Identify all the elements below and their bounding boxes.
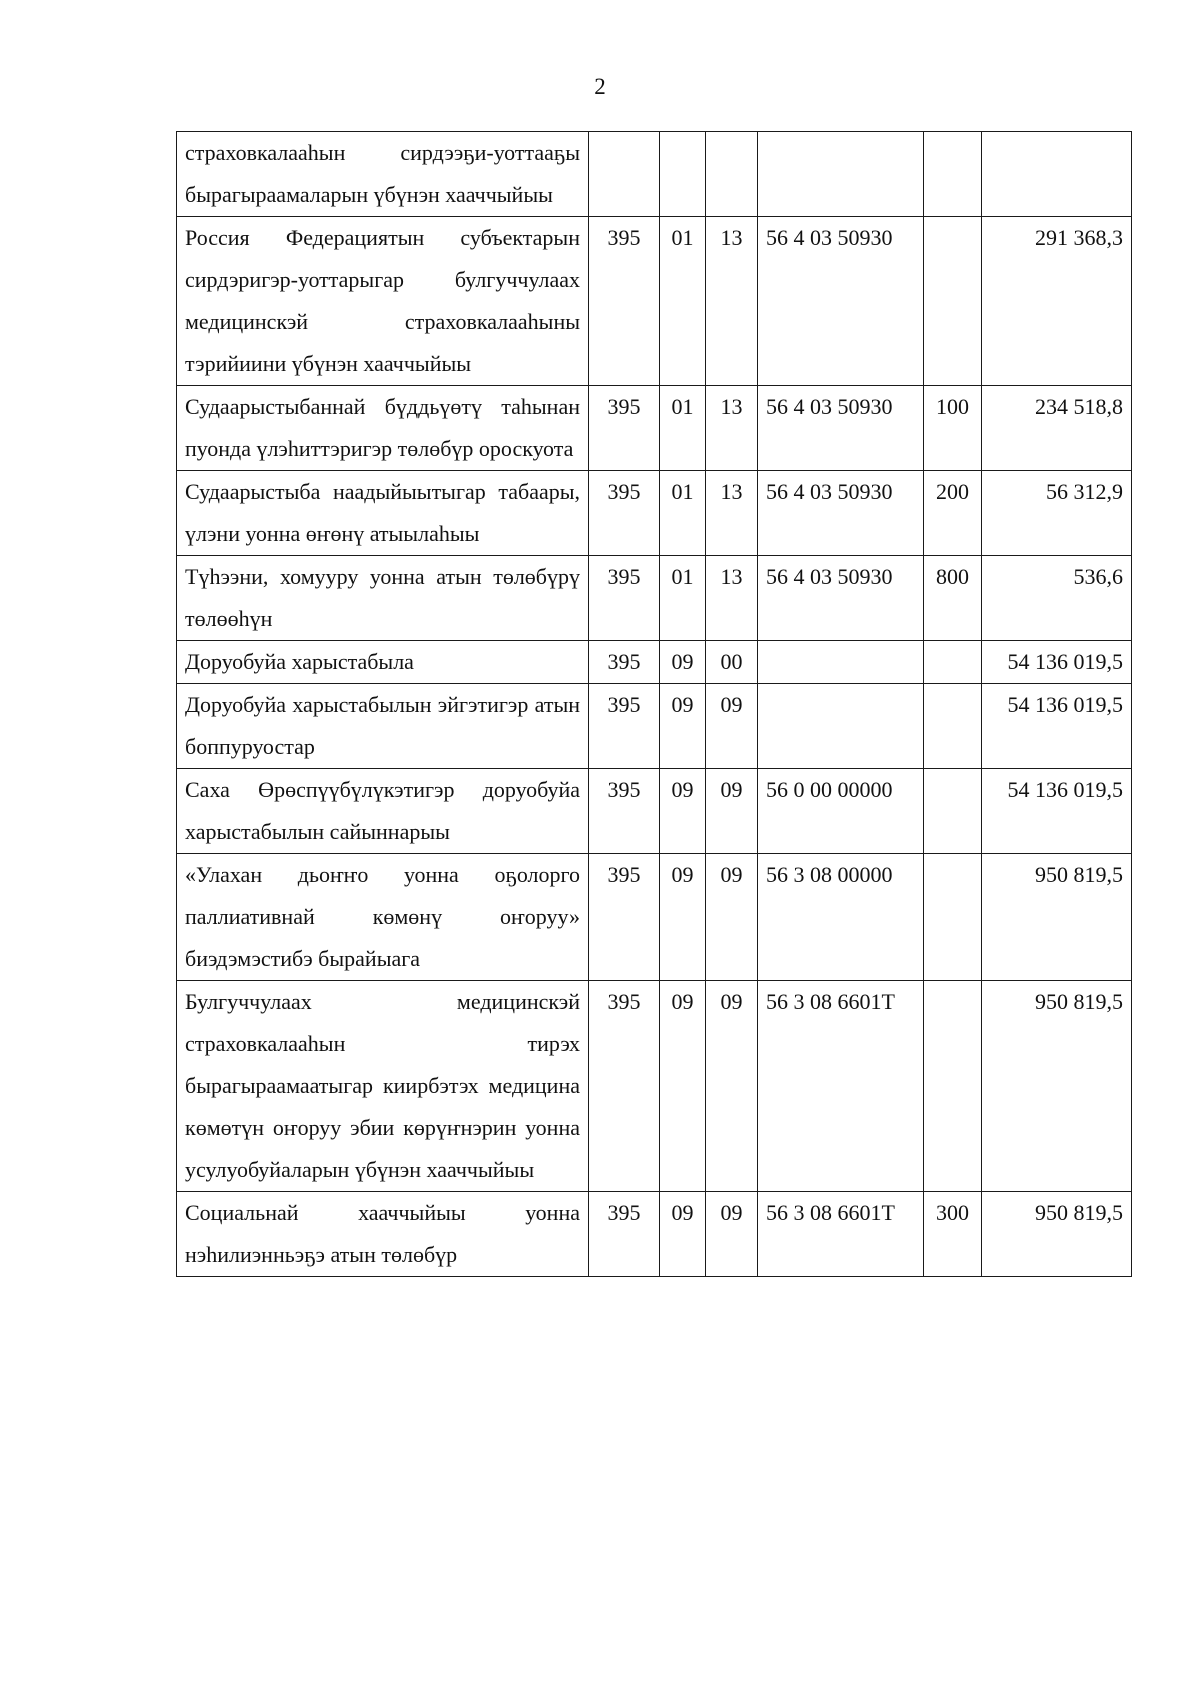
target-code: 56 3 08 6601Т [758, 1192, 924, 1277]
section-code [660, 132, 706, 217]
table-row [177, 854, 1132, 981]
section-code: 01 [660, 471, 706, 556]
table-row [177, 684, 1132, 769]
admin-code: 395 [589, 981, 660, 1192]
admin-code: 395 [589, 217, 660, 386]
section-code: 09 [660, 769, 706, 854]
table-row [177, 769, 1132, 854]
section-code: 09 [660, 981, 706, 1192]
table-row [177, 132, 1132, 217]
amount: 950 819,5 [982, 854, 1132, 981]
admin-code: 395 [589, 386, 660, 471]
expense-type-code: 200 [924, 471, 982, 556]
page-number: 2 [594, 74, 606, 99]
budget-table [176, 131, 1132, 1277]
amount: 234 518,8 [982, 386, 1132, 471]
admin-code: 395 [589, 471, 660, 556]
expense-type-code [924, 981, 982, 1192]
row-description: Судаарыстыба наадыйыытыгар табаары, үлэни уонна өҥөнү атыылаһыы [177, 471, 589, 556]
row-description: «Улахан дьоҥҥо уонна оҕолорго паллиативнай көмөнү оҥоруу» биэдэмэстибэ бырайыага [177, 854, 589, 981]
expense-type-code [924, 854, 982, 981]
amount: 950 819,5 [982, 1192, 1132, 1277]
target-code [758, 641, 924, 684]
admin-code: 395 [589, 1192, 660, 1277]
target-code [758, 132, 924, 217]
table-row [177, 641, 1132, 684]
subsection-code [706, 132, 758, 217]
section-code: 09 [660, 641, 706, 684]
expense-type-code [924, 641, 982, 684]
section-code: 09 [660, 854, 706, 981]
amount: 54 136 019,5 [982, 684, 1132, 769]
amount: 54 136 019,5 [982, 641, 1132, 684]
subsection-code: 09 [706, 854, 758, 981]
amount: 950 819,5 [982, 981, 1132, 1192]
table-row [177, 981, 1132, 1192]
table-row [177, 556, 1132, 641]
section-code: 09 [660, 1192, 706, 1277]
row-description: Судаарыстыбаннай бүддьүөтү таһынан пуонда үлэһиттэригэр төлөбүр ороскуота [177, 386, 589, 471]
expense-type-code [924, 684, 982, 769]
subsection-code: 13 [706, 556, 758, 641]
subsection-code: 09 [706, 981, 758, 1192]
admin-code: 395 [589, 854, 660, 981]
subsection-code: 09 [706, 769, 758, 854]
subsection-code: 09 [706, 1192, 758, 1277]
table-row [177, 217, 1132, 386]
target-code: 56 4 03 50930 [758, 217, 924, 386]
expense-type-code [924, 132, 982, 217]
section-code: 09 [660, 684, 706, 769]
amount: 291 368,3 [982, 217, 1132, 386]
admin-code: 395 [589, 556, 660, 641]
row-description: Түһээни, хомууру уонна атын төлөбүрү төлөөһүн [177, 556, 589, 641]
expense-type-code: 800 [924, 556, 982, 641]
target-code: 56 3 08 00000 [758, 854, 924, 981]
amount: 536,6 [982, 556, 1132, 641]
expense-type-code [924, 217, 982, 386]
expense-type-code: 100 [924, 386, 982, 471]
row-description: Россия Федерациятын субъектарын сирдэригэр-уоттарыгар булгуччулаах медицинскэй страховкалааһыны тэрийиини үбүнэн хааччыйыы [177, 217, 589, 386]
target-code: 56 3 08 6601Т [758, 981, 924, 1192]
subsection-code: 13 [706, 471, 758, 556]
admin-code: 395 [589, 641, 660, 684]
section-code: 01 [660, 386, 706, 471]
expense-type-code [924, 769, 982, 854]
subsection-code: 09 [706, 684, 758, 769]
subsection-code: 13 [706, 386, 758, 471]
subsection-code: 00 [706, 641, 758, 684]
amount: 54 136 019,5 [982, 769, 1132, 854]
section-code: 01 [660, 217, 706, 386]
row-description: Саха Өрөспүүбүлүкэтигэр доруобуйа харыстабылын сайыннарыы [177, 769, 589, 854]
target-code: 56 4 03 50930 [758, 471, 924, 556]
admin-code: 395 [589, 684, 660, 769]
target-code: 56 4 03 50930 [758, 386, 924, 471]
admin-code: 395 [589, 769, 660, 854]
admin-code [589, 132, 660, 217]
expense-type-code: 300 [924, 1192, 982, 1277]
amount [982, 132, 1132, 217]
table-row [177, 1192, 1132, 1277]
row-description: Доруобуйа харыстабылын эйгэтигэр атын боппуруостар [177, 684, 589, 769]
table-row [177, 386, 1132, 471]
row-description: Доруобуйа харыстабыла [177, 641, 589, 684]
table-row [177, 471, 1132, 556]
target-code [758, 684, 924, 769]
row-description: Булгуччулаах медицинскэй страховкалааһын тирэх бырагыраамаатыгар киирбэтэх медицина көмөтүн оҥоруу эбии көрүҥнэрин уонна усулуобуйаларын үбүнэн хааччыйыы [177, 981, 589, 1192]
target-code: 56 0 00 00000 [758, 769, 924, 854]
target-code: 56 4 03 50930 [758, 556, 924, 641]
row-description: страховкалааһын сирдээҕи-уоттааҕы бырагыраамаларын үбүнэн хааччыйыы [177, 132, 589, 217]
section-code: 01 [660, 556, 706, 641]
amount: 56 312,9 [982, 471, 1132, 556]
row-description: Социальнай хааччыйыы уонна нэһилиэнньэҕэ атын төлөбүр [177, 1192, 589, 1277]
subsection-code: 13 [706, 217, 758, 386]
